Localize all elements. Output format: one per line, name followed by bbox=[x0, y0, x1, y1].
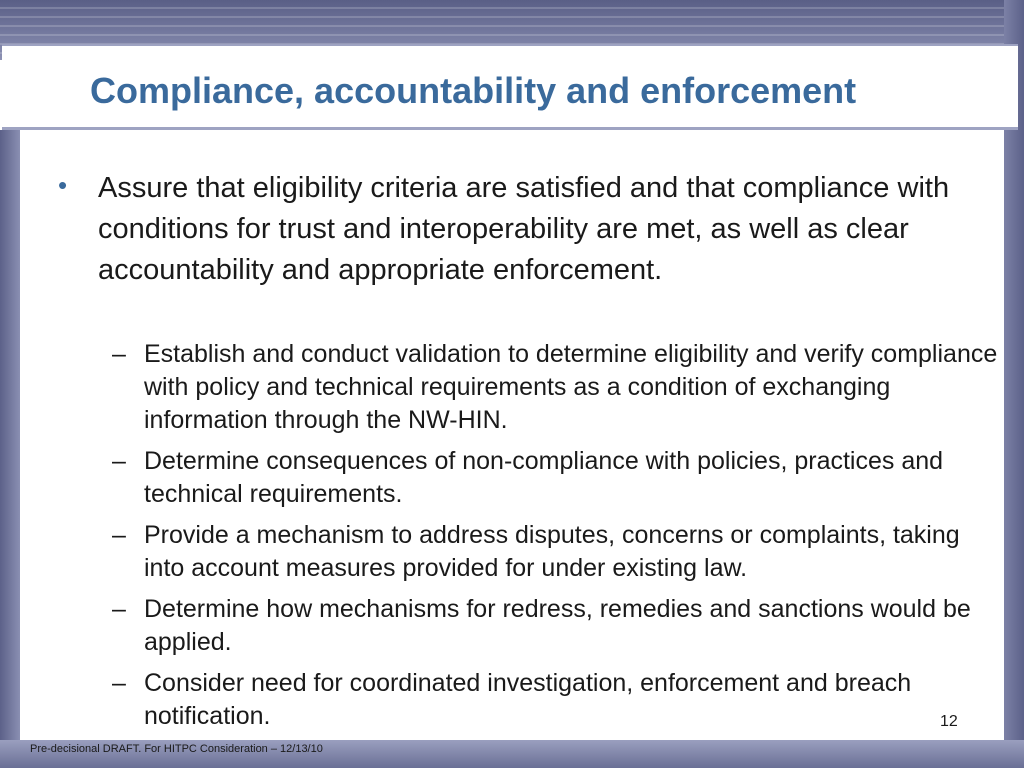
dash-icon: – bbox=[112, 447, 126, 475]
sub-bullet-list bbox=[112, 338, 1002, 741]
sub-bullet-text: Determine how mechanisms for redress, remedies and sanctions would be applied. bbox=[144, 595, 971, 656]
sub-bullet-text: Establish and conduct validation to determine eligibility and verify compliance with policy and technical requirements as a condition of exchanging information through the NW-HIN. bbox=[144, 340, 998, 434]
sub-bullet-item bbox=[112, 593, 1002, 659]
main-bullet-text: Assure that eligibility criteria are satisfied and that compliance with conditions for trust and interoperability are met, as well as clear accountability and appropriate enforcement. bbox=[98, 172, 950, 286]
dash-icon: – bbox=[112, 340, 126, 368]
dash-icon: – bbox=[112, 521, 126, 549]
dash-icon: – bbox=[112, 595, 126, 623]
left-decorative-band bbox=[0, 130, 20, 740]
sub-bullet-text: Consider need for coordinated investigation, enforcement and breach notification. bbox=[144, 669, 912, 730]
sub-bullet-item bbox=[112, 667, 1002, 733]
sub-bullet-text: Provide a mechanism to address disputes, concerns or complaints, taking into account measures provided for under existing law. bbox=[144, 521, 960, 582]
sub-bullet-item bbox=[112, 338, 1002, 437]
sub-bullet-item bbox=[112, 445, 1002, 511]
page-number: 12 bbox=[940, 713, 958, 730]
sub-bullet-text: Determine consequences of non-compliance with policies, practices and technical requirements. bbox=[144, 447, 944, 508]
slide-title: Compliance, accountability and enforcement bbox=[90, 70, 857, 111]
bullet-dot-icon: • bbox=[58, 170, 68, 200]
sub-bullet-item bbox=[112, 519, 1002, 585]
dash-icon: – bbox=[112, 669, 126, 697]
footer-text: Pre-decisional DRAFT. For HITPC Consideration – 12/13/10 bbox=[30, 743, 323, 755]
